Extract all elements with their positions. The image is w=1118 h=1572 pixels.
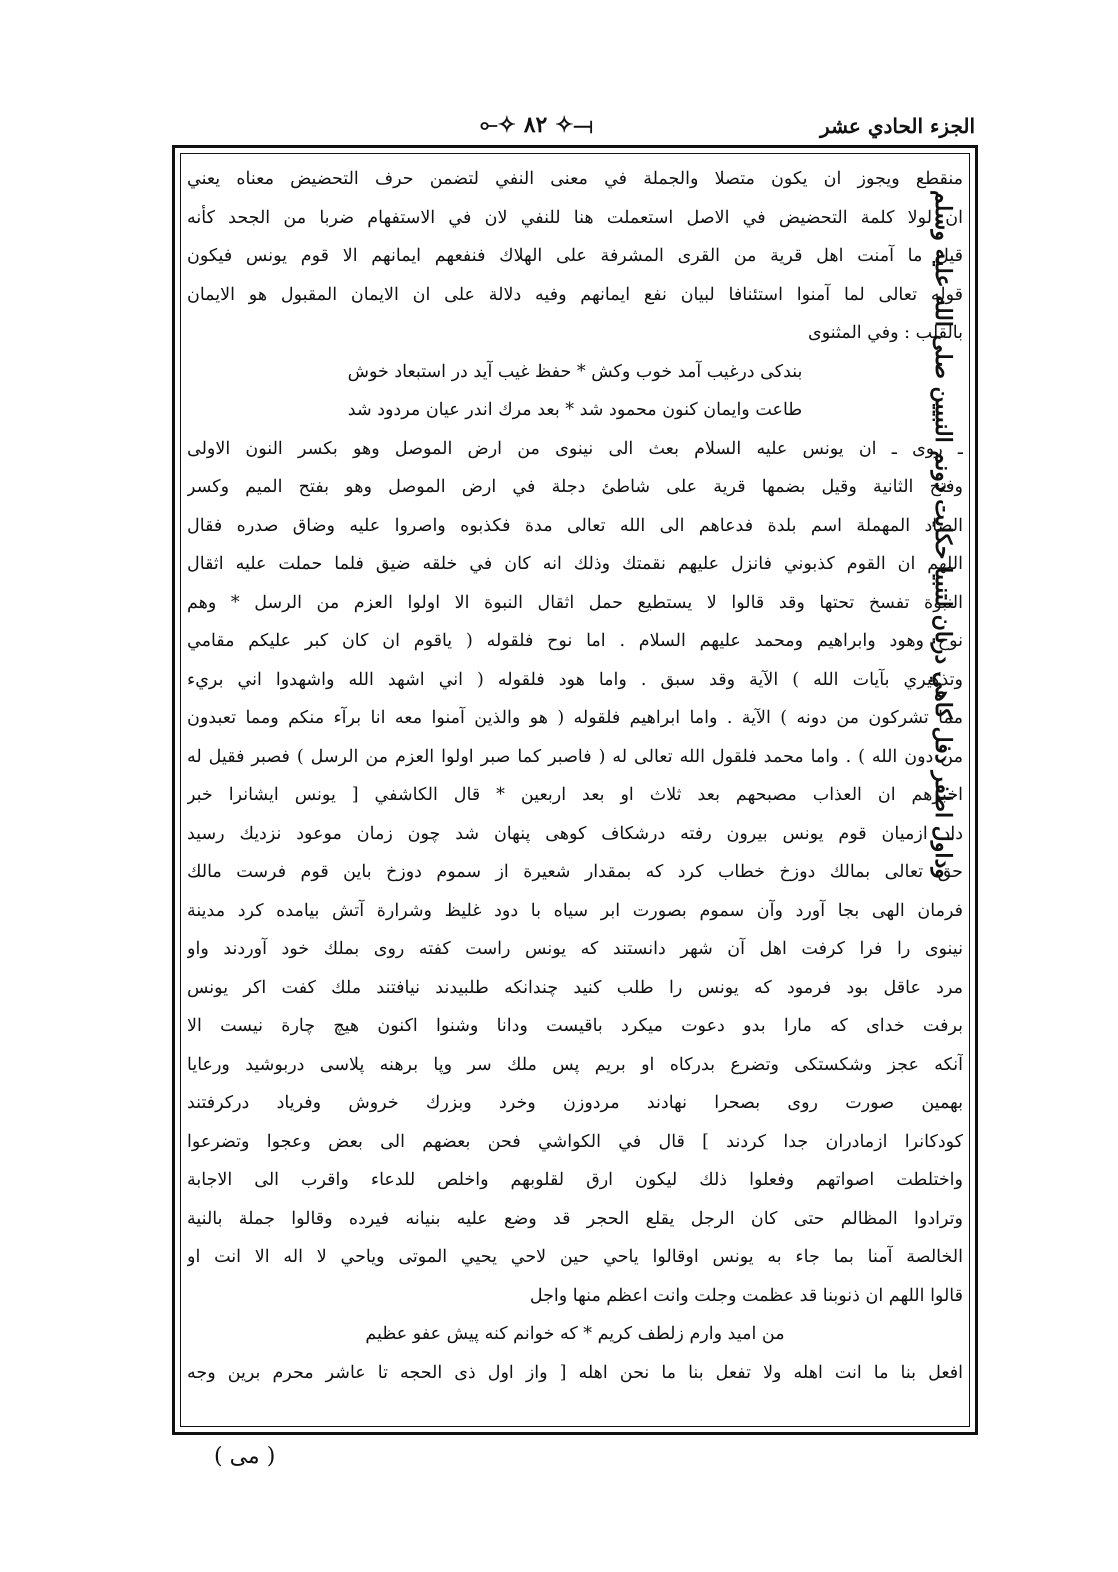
body-text xyxy=(187,160,963,1392)
margin-note xyxy=(928,190,966,1390)
footer-signature: ( مى ) xyxy=(214,1444,276,1469)
text-line: وتذكيري بآيات الله ) الآية وقد سبق . واما هود فلقوله ( اني اشهد الله واشهدوا اني بريء xyxy=(187,669,963,690)
text-line: بندكى درغيب آمد خوب وكش * حفظ غيب آيد در استبعاد خوش xyxy=(347,361,803,382)
text-line: من اميد وارم زلطف كريم * كه خوانم كنه پيش عفو عظيم xyxy=(365,1324,785,1344)
text-line: افعل بنا ما انت اهله ولا تفعل بنا ما نحن اهله [ واز اول ذى الحجه تا عاشر محرم برين وجه xyxy=(187,1362,963,1383)
text-frame xyxy=(172,145,978,1435)
text-line: وترادوا المظالم حتى كان الرجل يقلع الحجر قد وضع عليه بنيانه فيرده وقالوا جملة بالنية xyxy=(187,1208,963,1229)
text-line: الخالصة آمنا بما جاء به يونس اوقالوا ياحي حين لاحي يحيي الموتى وياحي لا اله الا انت او xyxy=(187,1247,963,1267)
text-line: آنكه عجز وشكستكى وتضرع بدركاه او بريم پس ملك سر وپا برهنه پلاسى دربوشيد ورعايا xyxy=(187,1054,963,1075)
text-line: حق تعالى بمالك دوزخ خطاب كرد كه بمقدار شعيرة از سموم دوزخ باين قوم فرست مالك xyxy=(187,862,963,882)
text-line: منقطع ويجوز ان يكون متصلا والجملة في معنى النفي لتضمن حرف التحضيض معناه يعني xyxy=(187,169,963,189)
page-number-value: ٨٢ xyxy=(523,112,548,138)
text-line: برفت خداى كه مارا بدو دعوت ميكرد باقيست ودانا وشنوا اكنون هيچ چارة نيست الا xyxy=(187,1016,963,1036)
text-line: داد ازميان قوم يونس بيرون رفته درشكاف كوهى پنهان شد چون زمان موعود نزديك رسيد xyxy=(187,823,963,844)
part-title: الجزء الحادي عشر xyxy=(820,114,975,138)
text-line: اللهم ان القوم كذبوني فانزل عليهم نقمتك وذلك انه كان في خلقه ضيق فلما حملت عليه اثقال xyxy=(187,554,963,574)
text-line: ـ روى ـ ان يونس عليه السلام بعث الى نينوى من ارض الموصل وهو بكسر النون الاولى xyxy=(187,438,963,459)
text-line: واختلطت اصواتهم وفعلوا ذلك ليكون ارق لقلوبهم واخلص للدعاء واقرب الى الاجابة xyxy=(187,1170,963,1190)
text-line: اخبرهم ان العذاب مصبحهم بعد ثلاث او بعد اربعين * قال الكاشفي [ يونس ايشانرا خبر xyxy=(187,785,963,805)
text-line: بهمين صورت روى بصحرا نهادند مردوزن وخرد وبزرك خروش وفرياد دركرفتند xyxy=(187,1093,963,1113)
text-line: نينوى را فرا كرفت اهل آن شهر دانستند كه يونس راست كفته روى بملك خود آوردند واو xyxy=(187,939,963,959)
text-line: ان لولا كلمة التحضيض في الاصل استعملت هنا للنفي لان في الاستفهام ضربا من الجحد كأنه xyxy=(187,207,963,228)
text-line: وفتح الثانية وقيل بضمها قرية على شاطئ دجلة في ارض الموصل وهو بفتح الميم وكسر xyxy=(187,477,963,497)
text-line: قيل ما آمنت اهل قرية من القرى المشرفة على الهلاك فنفعهم ايمانهم الا قوم يونس فيكون xyxy=(187,246,963,266)
text-line: من دون الله ) . واما محمد فلقول الله تعالى له ( فاصبر كما صبر اولوا العزم من الرسل ) فصبر فقيل له xyxy=(187,746,963,767)
text-line: الصاد المهملة اسم بلدة فدعاهم الى الله تعالى مدة فكذبوه واصروا عليه وضاق صدره فقال xyxy=(187,515,963,536)
text-line: قوله تعالى لما آمنوا استئنافا لبيان نفع ايمانهم وفيه دلالة على ان الايمان المقبول هو الايمان xyxy=(187,284,963,305)
text-line: مرد عاقل بود فرمود كه يونس را طلب كنيد چندانكه طلبيدند نيافتند ملك كفت اكر يونس xyxy=(187,977,963,998)
ornament-right: ✧⟞ xyxy=(555,112,593,138)
text-line: قالوا اللهم ان ذنوبنا قد عظمت وجلت وانت اعظم منها واجل xyxy=(529,1285,963,1306)
text-line: النبوة تفسخ تحتها وقد قالوا لا يستطيع حمل اثقال النبوة الا اولوا العزم من الرسل * وهم xyxy=(187,592,963,613)
text-line: بالقلب : وفي المثنوى xyxy=(808,323,963,343)
text-line: مما تشركون من دونه ) الآية . واما ابراهيم فلقوله ( هو والذين آمنوا معه انا برآء منكم ومما تعبدون xyxy=(187,708,963,728)
text-line: فرمان الهى بجا آورد وآن سموم بصورت ابر سياه با دود غليظ وشرارة آتش بيامده كرد مدينة xyxy=(187,900,963,921)
text-line: كودكانرا ازمادران جدا كردند ] قال في الكواشي فحن بعضهم الى بعض وعجوا وتضرعوا xyxy=(187,1131,963,1152)
text-line: نوح وهود وابراهيم ومحمد عليهم السلام . اما نوح فلقوله ( ياقوم ان كان كبر عليكم مقامي xyxy=(187,631,963,651)
text-line: طاعت وايمان كنون محمود شد * بعد مرك اندر عيان مردود شد xyxy=(347,400,803,420)
ornament-left: ⟜✧ xyxy=(480,112,517,138)
page-header xyxy=(180,112,975,146)
margin-note-text: وداول اطفر دفل كاهي دريان لتنبيا حكايت ذونم النبيين صلى الله عليه وسلم xyxy=(930,190,956,879)
page-number xyxy=(480,112,593,138)
